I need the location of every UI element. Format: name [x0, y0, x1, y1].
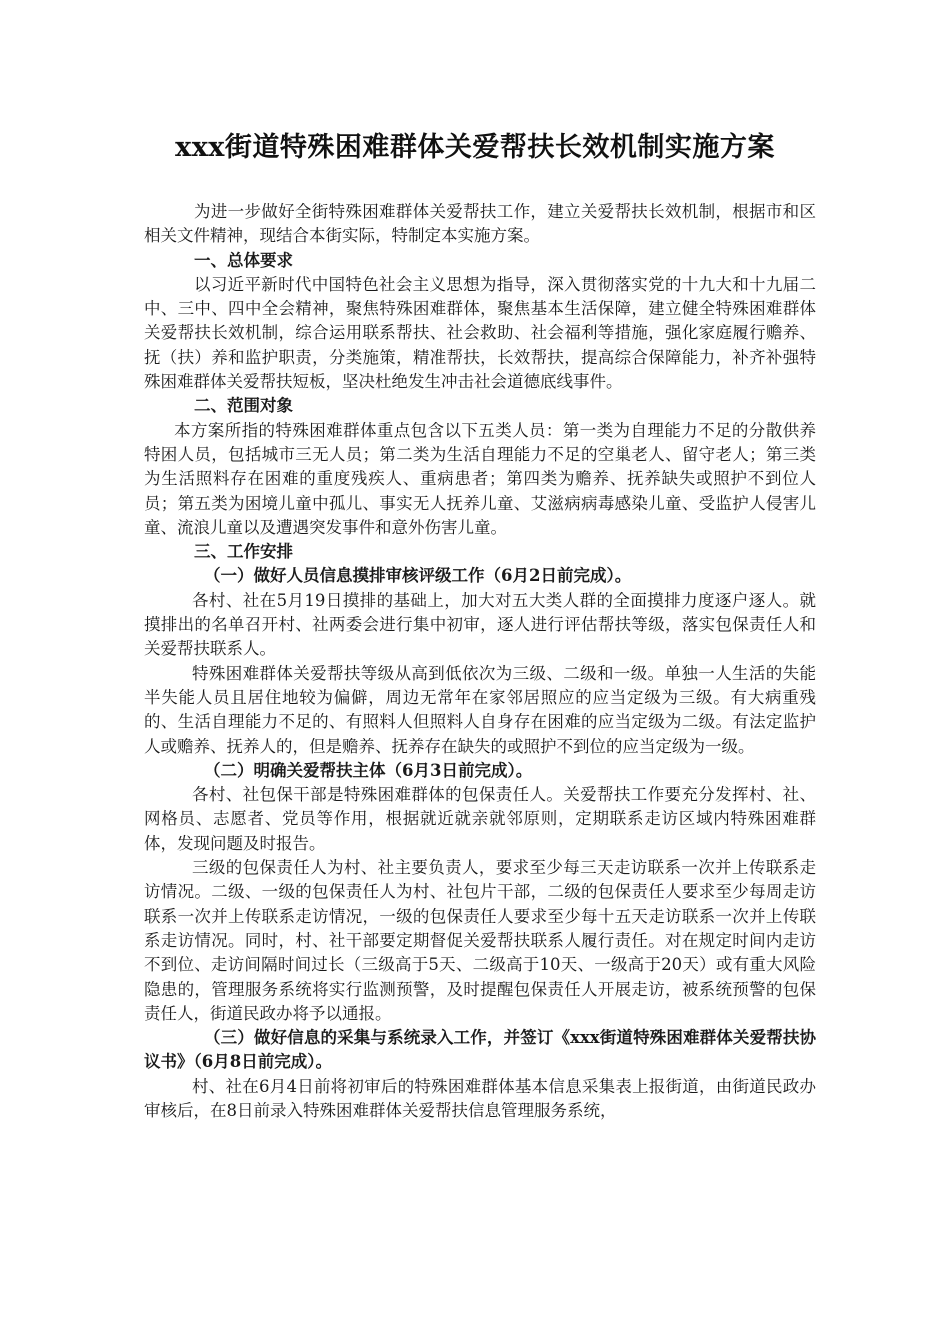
subsection-heading: （三）做好信息的采集与系统录入工作，并签订《xxx街道特殊困难群体关爱帮扶协议书》（6月8日前完成）。: [144, 1028, 816, 1072]
subsection-paragraph: 村、社在6月4日前将初审后的特殊困难群体基本信息采集表上报街道，由街道民政办审核后，在8日前录入特殊困难群体关爱帮扶信息管理服务系统，: [144, 1076, 816, 1120]
subsection-paragraph: 各村、社在5月19日摸排的基础上，加大对五大类人群的全面摸排力度逐户逐人。就摸排出的名单召开村、社两委会进行集中初审，逐人进行评估帮扶等级，落实包保责任人和关爱帮扶联系人。: [144, 590, 816, 659]
section-heading-scope: 二、范围对象: [194, 396, 293, 416]
section-heading-general: 一、总体要求: [194, 250, 293, 270]
section-heading-arrangement: 三、工作安排: [194, 542, 293, 562]
subsection-heading: （一）做好人员信息摸排审核评级工作（6月2日前完成）。: [204, 566, 632, 586]
section-paragraph: 本方案所指的特殊困难群体重点包含以下五类人员：第一类为自理能力不足的分散供养特困人员，包括城市三无人员；第二类为生活自理能力不足的空巢老人、留守老人；第三类为生活照料存在困难的重度残疾人、重病患者；第四类为赡养、抚养缺失或照护不到位人员；第五类为困境儿童中孤儿、事实无人抚养儿童、艾滋病病毒感染儿童、受监护人侵害儿童、流浪儿童以及遭遇突发事件和意外伤害儿童。: [144, 420, 816, 537]
document-title: xxx街道特殊困难群体关爱帮扶长效机制实施方案: [175, 132, 775, 163]
subsection-paragraph: 各村、社包保干部是特殊困难群体的包保责任人。关爱帮扶工作要充分发挥村、社、网格员、志愿者、党员等作用，根据就近就亲就邻原则，定期联系走访区域内特殊困难群体，发现问题及时报告。: [144, 785, 816, 853]
subsection-heading: （二）明确关爱帮扶主体（6月3日前完成）。: [204, 760, 533, 780]
document-body: [144, 200, 816, 1123]
subsection-paragraph: 特殊困难群体关爱帮扶等级从高到低依次为三级、二级和一级。单独一人生活的失能半失能人员且居住地较为偏僻，周边无常年在家邻居照应的应当定级为三级。有大病重残的、生活自理能力不足的、有照料人但照料人自身存在困难的应当定级为二级。有法定监护人或赡养、抚养人的，但是赡养、抚养存在缺失的或照护不到位的应当定级为一级。: [144, 663, 816, 756]
intro-paragraph: 为进一步做好全街特殊困难群体关爱帮扶工作，建立关爱帮扶长效机制，根据市和区相关文件精神，现结合本街实际，特制定本实施方案。: [144, 202, 816, 246]
subsection-paragraph: 三级的包保责任人为村、社主要负责人，要求至少每三天走访联系一次并上传联系走访情况。二级、一级的包保责任人为村、社包片干部，二级的包保责任人要求至少每周走访联系一次并上传联系走访情况，一级的包保责任人要求至少每十五天走访联系一次并上传联系走访情况。同时，村、社干部要定期督促关爱帮扶联系人履行责任。对在规定时间内走访不到位、走访间隔时间过长（三级高于5天、二级高于10天、一级高于20天）或有重大风险隐患的，管理服务系统将实行监测预警，及时提醒包保责任人开展走访，被系统预警的包保责任人，街道民政办将予以通报。: [144, 858, 816, 1023]
section-paragraph: 以习近平新时代中国特色社会主义思想为指导，深入贯彻落实党的十九大和十九届二中、三中、四中全会精神，聚焦特殊困难群体，聚焦基本生活保障，建立健全特殊困难群体关爱帮扶长效机制，综合运用联系帮扶、社会救助、社会福利等措施，强化家庭履行赡养、抚（扶）养和监护职责，分类施策，精准帮扶，长效帮扶，提高综合保障能力，补齐补强特殊困难群体关爱帮扶短板，坚决杜绝发生冲击社会道德底线事件。: [144, 274, 816, 392]
